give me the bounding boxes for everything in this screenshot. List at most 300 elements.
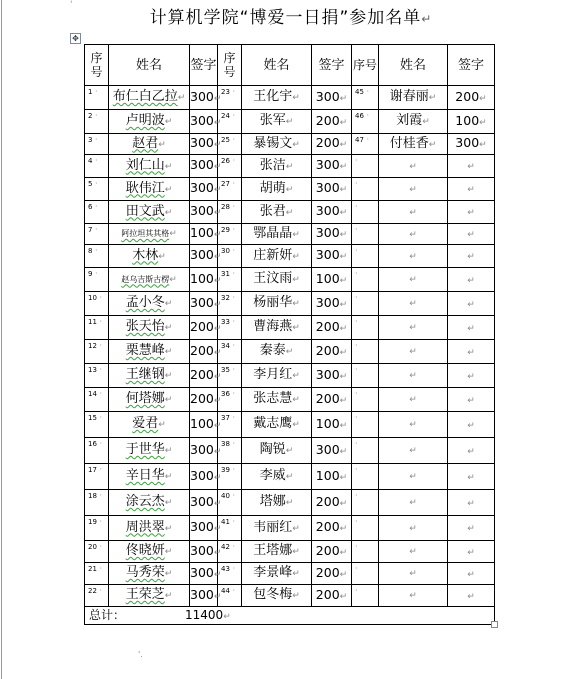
name-cell <box>379 316 448 340</box>
seq-cell-text: 31 <box>221 270 230 278</box>
sign-cell-text: 300 <box>190 542 214 558</box>
name-cell <box>379 224 448 245</box>
name-cell-text: 耿伟江 <box>125 180 165 196</box>
seq-cell <box>352 516 379 541</box>
table-row <box>85 516 495 541</box>
seq-cell <box>85 464 109 490</box>
sign-cell <box>312 340 352 364</box>
paragraph-mark-icon: ↵ <box>409 472 417 482</box>
seq-cell-text: 1 <box>88 88 93 96</box>
seq-cell-text: 21 <box>88 565 97 573</box>
sign-cell <box>312 110 352 134</box>
seq-cell <box>352 224 379 245</box>
sign-cell-text: 200 <box>315 342 340 358</box>
header-seq-2 <box>218 45 242 86</box>
paragraph-mark-icon: · <box>229 542 236 551</box>
table-move-handle-icon[interactable]: ✥ <box>70 33 81 44</box>
paragraph-mark-icon: · <box>229 202 236 211</box>
seq-cell <box>85 201 109 224</box>
paragraph-mark-icon: · <box>355 341 358 350</box>
name-cell-text: 张天怡 <box>125 319 165 334</box>
sign-cell <box>448 292 495 316</box>
seq-cell <box>218 412 242 438</box>
paragraph-mark-icon: ↵ <box>467 591 475 602</box>
name-cell-text: 阿拉坦其其格 <box>121 229 170 238</box>
sign-cell-text: 100 <box>455 112 480 128</box>
paragraph-mark-icon: ↵ <box>285 446 294 456</box>
paragraph-mark-icon: ↵ <box>164 395 173 405</box>
sign-cell <box>312 292 352 316</box>
table-row <box>85 438 495 464</box>
seq-cell <box>218 110 242 134</box>
name-cell-text: 暴锡文 <box>253 135 293 151</box>
sign-cell <box>448 268 495 292</box>
seq-cell <box>218 490 242 516</box>
paragraph-mark-icon: ↵ <box>409 420 417 430</box>
sign-cell-text: 300 <box>315 180 340 195</box>
paragraph-mark-icon: ↵ <box>285 184 294 195</box>
paragraph-mark-icon: · <box>229 111 236 120</box>
paragraph-mark-icon: · <box>96 413 103 422</box>
name-cell <box>242 412 312 438</box>
header-seq-text: 序号 <box>352 58 377 72</box>
paragraph-mark-icon: ↵ <box>339 591 348 602</box>
paragraph-mark-icon: ↵ <box>409 371 417 381</box>
paragraph-mark-icon: · <box>229 87 236 96</box>
table-row <box>85 541 495 563</box>
paragraph-mark-icon: ↵ <box>164 371 173 381</box>
paragraph-mark-icon: · <box>355 293 358 302</box>
seq-cell <box>85 541 109 563</box>
name-cell <box>242 224 312 245</box>
table-row <box>85 585 495 607</box>
paragraph-mark-icon: ↵ <box>339 299 348 310</box>
seq-cell <box>352 412 379 438</box>
seq-cell-text: 20 <box>88 543 97 551</box>
paragraph-mark-icon: ↵ <box>409 184 417 195</box>
sign-cell <box>448 178 495 201</box>
seq-cell <box>352 585 379 607</box>
sign-cell <box>312 388 352 412</box>
name-cell-text: 杨丽华 <box>253 295 293 310</box>
paragraph-mark-icon: ↵ <box>421 12 433 26</box>
paragraph-mark-icon: ↵ <box>409 498 417 508</box>
paragraph-mark-icon: ↵ <box>467 185 475 195</box>
header-seq-text: 序号 <box>90 51 103 79</box>
sign-cell-text: 300 <box>315 441 340 457</box>
sign-cell <box>312 316 352 340</box>
header-sign-text: 签字 <box>457 57 484 73</box>
title-text: 计算机学院“博爱一日捐”参加名单 <box>149 8 422 28</box>
sign-cell <box>448 364 495 388</box>
seq-cell-text: 28 <box>221 203 230 211</box>
table-row <box>85 388 495 412</box>
name-cell-text: 张志慧 <box>253 391 293 406</box>
name-cell-text: 庄新妍 <box>253 247 293 263</box>
name-cell-text: 李威 <box>259 468 286 483</box>
sign-cell <box>190 438 222 464</box>
name-cell <box>109 340 190 364</box>
sign-cell <box>312 563 352 585</box>
paragraph-mark-icon: ↵ <box>339 472 348 483</box>
paragraph-mark-icon: · <box>92 156 98 165</box>
name-cell <box>379 388 448 412</box>
paragraph-mark-icon: ↵ <box>422 117 430 127</box>
name-cell-text: 木林 <box>132 247 159 263</box>
sign-cell <box>190 268 222 292</box>
seq-cell <box>218 316 242 340</box>
name-cell-text: 孟小冬 <box>125 295 165 310</box>
paragraph-mark-icon: · <box>96 341 103 350</box>
page-left-edge <box>1 0 2 679</box>
sign-cell-text: 100 <box>315 270 340 286</box>
name-cell <box>379 364 448 388</box>
seq-cell <box>352 464 379 490</box>
paragraph-mark-icon: ↵ <box>339 371 348 382</box>
paragraph-mark-icon: · <box>96 465 103 474</box>
seq-cell <box>352 388 379 412</box>
name-cell <box>242 438 312 464</box>
seq-cell-text: 18 <box>88 492 97 500</box>
paragraph-mark-icon: ↵ <box>339 323 348 334</box>
paragraph-mark-icon: ↵ <box>409 161 417 172</box>
header-name-text: 姓名 <box>263 57 290 73</box>
name-cell-text: 王塔娜 <box>253 543 293 558</box>
paragraph-mark-icon: · <box>92 111 98 120</box>
name-cell <box>379 110 448 134</box>
seq-cell-text: 38 <box>221 440 230 448</box>
paragraph-mark-icon: · <box>96 542 103 551</box>
paragraph-mark-icon: ↵ <box>213 323 222 334</box>
sign-cell <box>312 364 352 388</box>
sign-cell <box>190 178 222 201</box>
seq-cell-text: 34 <box>221 342 230 350</box>
paragraph-mark-icon: · <box>96 365 103 374</box>
name-cell-text: 田文武 <box>125 203 165 219</box>
sign-cell-text: 100 <box>190 270 214 286</box>
table-row <box>85 178 495 201</box>
paragraph-mark-icon: ↵ <box>467 252 475 262</box>
paragraph-mark-icon: · <box>355 586 358 595</box>
seq-cell <box>218 224 242 245</box>
seq-cell <box>218 86 242 110</box>
paragraph-mark-icon: ↵ <box>177 93 186 103</box>
sign-cell <box>312 438 352 464</box>
table-row <box>85 292 495 316</box>
sign-cell <box>190 245 222 268</box>
seq-cell <box>85 134 109 155</box>
name-cell-text: 何塔娜 <box>125 391 165 406</box>
name-cell <box>109 364 190 388</box>
paragraph-mark-icon: ↵ <box>339 93 348 104</box>
bottom-margin-mark: '. <box>138 650 143 659</box>
sign-cell-text: 300 <box>190 157 214 172</box>
paragraph-mark-icon: · <box>355 202 358 211</box>
paragraph-mark-icon: ↵ <box>467 299 475 310</box>
name-cell-text: 佟晓妍 <box>125 543 165 558</box>
seq-cell <box>352 490 379 516</box>
paragraph-mark-icon: ↵ <box>158 139 166 150</box>
paragraph-mark-icon: ↵ <box>213 93 222 104</box>
sign-cell <box>190 224 222 245</box>
name-cell <box>242 490 312 516</box>
sign-cell <box>190 110 222 134</box>
seq-cell-text: 8 <box>88 247 93 255</box>
sign-cell <box>312 268 352 292</box>
sign-cell <box>312 245 352 268</box>
paragraph-mark-icon: · <box>229 341 236 350</box>
table-row <box>85 86 495 110</box>
seq-cell-text: 35 <box>221 366 230 374</box>
sign-cell-text: 200 <box>190 366 214 382</box>
table-row <box>85 563 495 585</box>
name-cell <box>379 134 448 155</box>
paragraph-mark-icon: ↵ <box>479 140 487 150</box>
header-name-text: 姓名 <box>399 57 426 73</box>
sign-cell <box>312 464 352 490</box>
seq-cell <box>352 340 379 364</box>
paragraph-mark-icon: ↵ <box>164 299 173 309</box>
table-resize-handle-icon[interactable] <box>491 621 498 628</box>
paragraph-mark-icon: ↵ <box>339 446 348 457</box>
name-cell-text: 塔娜 <box>259 494 286 509</box>
paragraph-mark-icon: ↵ <box>164 323 173 333</box>
paragraph-mark-icon: ↵ <box>164 591 173 601</box>
paragraph-mark-icon: ↵ <box>467 208 475 218</box>
paragraph-mark-icon: · <box>229 269 236 278</box>
sign-cell-text: 300 <box>455 135 480 150</box>
sign-cell <box>312 585 352 607</box>
paragraph-mark-icon: · <box>355 269 358 278</box>
name-cell-text: 曹海燕 <box>253 319 293 334</box>
sign-cell <box>190 388 222 412</box>
paragraph-mark-icon: ↵ <box>213 591 222 602</box>
name-cell-text: 王汶雨 <box>253 271 293 286</box>
sign-cell <box>190 585 222 607</box>
name-cell-text: 布仁白乙拉 <box>112 89 178 104</box>
name-cell-text: 鄂晶晶 <box>253 225 293 241</box>
sign-cell-text: 300 <box>315 203 340 218</box>
paragraph-mark-icon: ↵ <box>409 446 417 456</box>
paragraph-mark-icon: ↵ <box>409 299 417 309</box>
name-cell <box>242 388 312 412</box>
sign-cell <box>448 438 495 464</box>
sign-cell <box>312 412 352 438</box>
paragraph-mark-icon: ↵ <box>213 275 222 286</box>
table-row <box>85 155 495 178</box>
name-cell-text: 王化宇 <box>253 89 293 104</box>
name-cell <box>379 438 448 464</box>
sign-cell <box>448 340 495 364</box>
seq-cell <box>352 178 379 201</box>
seq-cell <box>85 585 109 607</box>
paragraph-mark-icon: ↵ <box>292 547 300 557</box>
paragraph-mark-icon: ↵ <box>164 498 173 508</box>
header-sign-2 <box>312 45 352 86</box>
paragraph-mark-icon: ↵ <box>169 274 177 285</box>
seq-cell-text: 45 <box>355 88 364 96</box>
paragraph-mark-icon: · <box>355 389 358 398</box>
seq-cell <box>85 316 109 340</box>
paragraph-mark-icon: · <box>92 202 98 211</box>
name-cell-text: 秦泰 <box>259 343 286 358</box>
sign-cell <box>312 134 352 155</box>
seq-cell <box>352 245 379 268</box>
seq-cell <box>352 316 379 340</box>
seq-cell-text: 29 <box>221 226 230 234</box>
sign-cell <box>190 364 222 388</box>
paragraph-mark-icon: · <box>96 293 103 302</box>
header-seq-text: 序号 <box>223 51 236 79</box>
sign-cell <box>312 516 352 541</box>
name-cell-text: 张洁 <box>259 157 286 173</box>
seq-cell-text: 43 <box>221 565 230 573</box>
paragraph-mark-icon: · <box>229 491 236 500</box>
seq-cell <box>218 292 242 316</box>
table-row <box>85 110 495 134</box>
sign-cell-text: 300 <box>190 586 214 602</box>
seq-cell <box>85 516 109 541</box>
paragraph-mark-icon: · <box>92 269 98 278</box>
name-cell <box>242 316 312 340</box>
seq-cell-text: 33 <box>221 318 230 326</box>
sign-cell <box>448 563 495 585</box>
paragraph-mark-icon: · <box>229 317 236 326</box>
paragraph-mark-icon: ↵ <box>467 420 475 431</box>
paragraph-mark-icon: · <box>229 413 236 422</box>
name-cell-text: 王继钢 <box>125 367 165 382</box>
paragraph-mark-icon: ↵ <box>467 162 475 172</box>
paragraph-mark-icon: ↵ <box>292 139 300 150</box>
sign-cell <box>448 316 495 340</box>
paragraph-mark-icon: ↵ <box>467 569 475 580</box>
seq-cell <box>218 438 242 464</box>
paragraph-mark-icon: ↵ <box>409 229 417 240</box>
paragraph-mark-icon: ↵ <box>158 251 166 262</box>
name-cell-text: 李景峰 <box>253 565 293 580</box>
name-cell <box>109 224 190 245</box>
paragraph-mark-icon: · <box>229 564 236 573</box>
paragraph-mark-icon: ↵ <box>409 323 417 333</box>
paragraph-mark-icon: · <box>355 317 358 326</box>
sign-cell <box>448 134 495 155</box>
seq-cell <box>85 563 109 585</box>
seq-cell <box>85 490 109 516</box>
sign-cell <box>312 541 352 563</box>
top-margin-mark: ' <box>70 0 73 10</box>
paragraph-mark-icon: ↵ <box>213 446 222 457</box>
paragraph-mark-icon: ↵ <box>339 569 348 580</box>
seq-cell-text: 3 <box>88 136 93 144</box>
paragraph-mark-icon: · <box>355 156 358 165</box>
sign-cell <box>190 292 222 316</box>
paragraph-mark-icon: ↵ <box>285 161 294 172</box>
sign-cell <box>448 155 495 178</box>
sign-cell-text: 200 <box>190 318 214 334</box>
sign-cell <box>190 541 222 563</box>
seq-cell <box>352 134 379 155</box>
paragraph-mark-icon: · <box>96 317 103 326</box>
paragraph-mark-icon: · <box>229 135 236 144</box>
seq-cell-text: 44 <box>221 587 230 595</box>
paragraph-mark-icon: ↵ <box>292 420 300 430</box>
seq-cell <box>85 438 109 464</box>
name-cell <box>242 268 312 292</box>
paragraph-mark-icon: ↵ <box>292 371 300 381</box>
paragraph-mark-icon: ↵ <box>339 162 348 172</box>
seq-cell-text: 23 <box>221 88 230 96</box>
paragraph-mark-icon: ↵ <box>467 547 475 558</box>
header-name-text: 姓名 <box>135 57 162 73</box>
paragraph-mark-icon: ↵ <box>339 252 348 262</box>
paragraph-mark-icon: ↵ <box>164 117 173 127</box>
paragraph-mark-icon: ↵ <box>292 229 300 240</box>
seq-cell-text: 10 <box>88 294 97 302</box>
paragraph-mark-icon: ↵ <box>339 547 348 558</box>
paragraph-mark-icon: · <box>96 439 103 448</box>
sign-cell <box>448 388 495 412</box>
sign-cell <box>312 490 352 516</box>
name-cell <box>109 464 190 490</box>
name-cell-text: 周洪翠 <box>125 519 165 535</box>
paragraph-mark-icon: ↵ <box>164 472 173 482</box>
seq-cell-text: 19 <box>88 518 97 526</box>
seq-cell <box>218 155 242 178</box>
sign-cell-text: 300 <box>190 493 214 509</box>
seq-cell-text: 36 <box>221 390 230 398</box>
paragraph-mark-icon: ↵ <box>213 230 222 240</box>
header-name-2 <box>242 45 312 86</box>
paragraph-mark-icon: ↵ <box>213 472 222 483</box>
paragraph-mark-icon: ↵ <box>479 117 487 128</box>
paragraph-mark-icon: ↵ <box>467 395 475 406</box>
name-cell <box>242 110 312 134</box>
paragraph-mark-icon: ↵ <box>467 230 475 240</box>
sign-cell <box>448 245 495 268</box>
paragraph-mark-icon: ↵ <box>339 395 348 406</box>
seq-cell <box>352 563 379 585</box>
name-cell <box>379 412 448 438</box>
paragraph-mark-icon: · <box>96 517 103 526</box>
seq-cell-text: 32 <box>221 294 230 302</box>
paragraph-mark-icon: ↵ <box>339 524 348 534</box>
sign-cell-text: 100 <box>315 467 340 483</box>
seq-cell-text: 17 <box>88 466 97 474</box>
name-cell-text: 戴志鹰 <box>253 416 293 431</box>
total-label: 总计： <box>89 607 126 622</box>
paragraph-mark-icon: · <box>96 389 103 398</box>
sign-cell <box>312 86 352 110</box>
header-name-3 <box>379 45 448 86</box>
paragraph-mark-icon: ↵ <box>213 498 222 509</box>
document-title <box>0 3 582 28</box>
sign-cell <box>190 134 222 155</box>
name-cell <box>109 516 190 541</box>
sign-cell-text: 200 <box>315 318 340 334</box>
name-cell <box>242 563 312 585</box>
name-cell <box>242 541 312 563</box>
seq-cell-text: 27 <box>221 180 230 188</box>
paragraph-mark-icon: · <box>229 179 236 188</box>
paragraph-mark-icon: ↵ <box>339 498 348 509</box>
table-row <box>85 268 495 292</box>
sign-cell-text: 300 <box>315 157 340 172</box>
name-cell <box>379 464 448 490</box>
seq-cell <box>218 563 242 585</box>
seq-cell <box>85 364 109 388</box>
sign-cell-text: 200 <box>315 390 340 406</box>
sign-cell-text: 200 <box>315 542 340 558</box>
